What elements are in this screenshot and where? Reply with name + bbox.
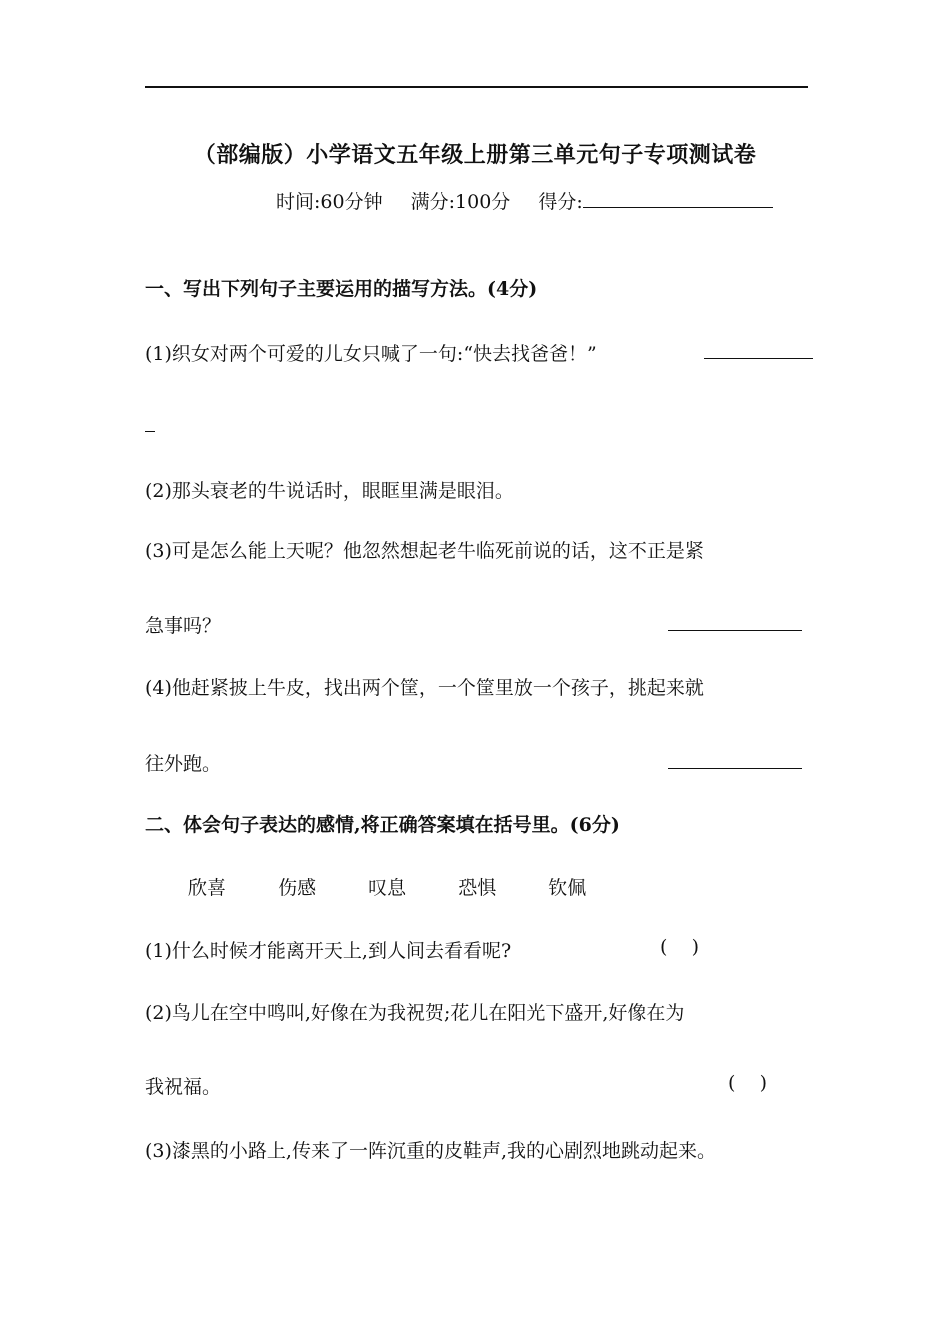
emotion-options — [188, 873, 632, 900]
time-limit: 时间:60分钟 — [276, 191, 383, 213]
s2-question-3: (3)漆黑的小路上,传来了一阵沉重的皮鞋声,我的心剧烈地跳动起来。 — [145, 1140, 716, 1162]
s1-q1-answer-line[interactable] — [704, 358, 813, 359]
score-blank[interactable] — [583, 193, 773, 208]
s1-question-3-line2: 急事吗？ — [145, 615, 222, 637]
s1-question-3-line1: (3)可是怎么能上天呢？他忽然想起老牛临死前说的话，这不正是紧 — [145, 540, 704, 562]
s2-question-2-line2: 我祝福。 — [145, 1076, 222, 1098]
score-label: 得分: — [538, 191, 583, 213]
s2-question-2-line1: (2)鸟儿在空中鸣叫,好像在为我祝贺;花儿在阳光下盛开,好像在为 — [145, 1002, 685, 1024]
section1-heading: 一、写出下列句子主要运用的描写方法。(4分) — [145, 278, 538, 300]
exam-meta — [276, 187, 773, 214]
section2-heading: 二、体会句子表达的感情,将正确答案填在括号里。(6分) — [145, 814, 620, 836]
s1-question-1: (1)织女对两个可爱的儿女只喊了一句:“快去找爸爸！” — [145, 343, 597, 365]
s2-q1-answer-paren[interactable]: ( ) — [660, 936, 699, 958]
option-2: 伤感 — [278, 877, 317, 899]
top-rule — [145, 86, 808, 88]
option-5: 钦佩 — [548, 877, 587, 899]
full-score: 满分:100分 — [410, 191, 511, 213]
s1-q3-answer-line[interactable] — [668, 630, 802, 631]
s1-q1-answer-line-cont[interactable] — [145, 431, 155, 432]
option-4: 恐惧 — [458, 877, 497, 899]
s1-question-2: (2)那头衰老的牛说话时，眼眶里满是眼泪。 — [145, 480, 514, 502]
s1-question-4-line1: (4)他赶紧披上牛皮，找出两个筐，一个筐里放一个孩子，挑起来就 — [145, 677, 704, 699]
option-1: 欣喜 — [188, 877, 227, 899]
option-3: 叹息 — [368, 877, 407, 899]
s2-question-1: (1)什么时候才能离开天上,到人间去看看呢? — [145, 940, 512, 962]
s1-q4-answer-line[interactable] — [668, 768, 802, 769]
page-title: （部编版）小学语文五年级上册第三单元句子专项测试卷 — [193, 142, 757, 168]
s1-question-4-line2: 往外跑。 — [145, 753, 222, 775]
s2-q2-answer-paren[interactable]: ( ) — [728, 1072, 767, 1094]
